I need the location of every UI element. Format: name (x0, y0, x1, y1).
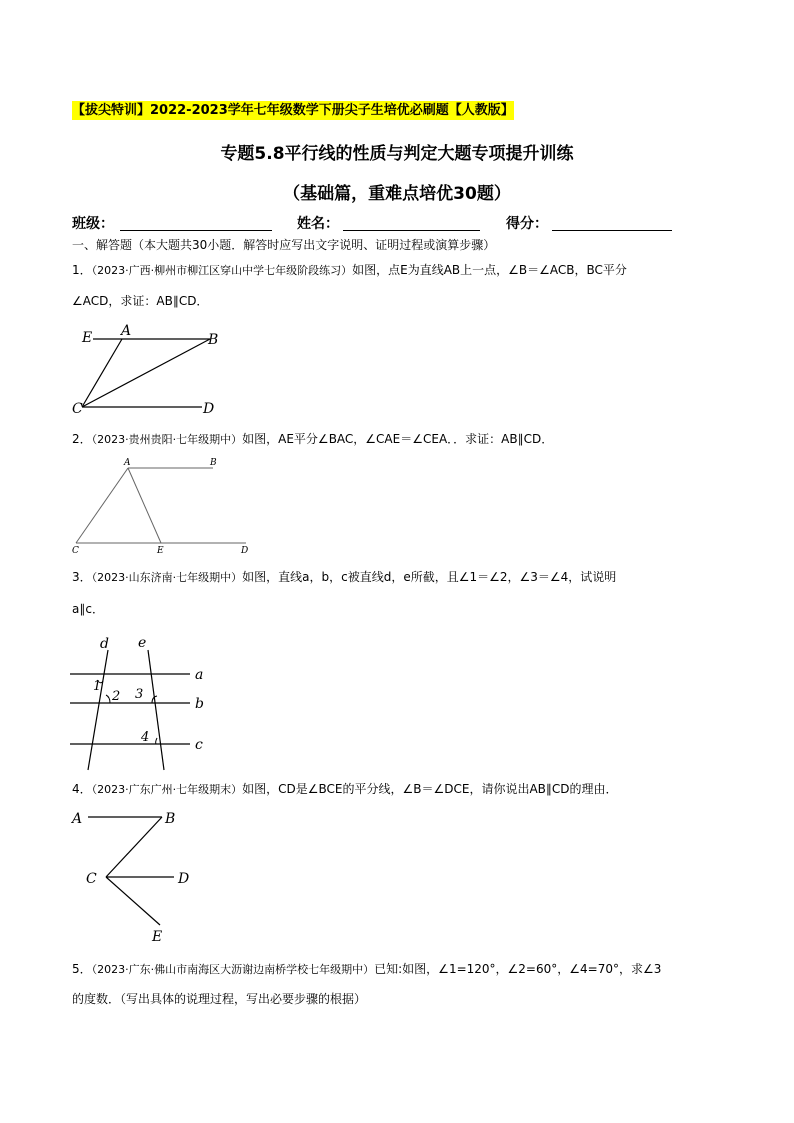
label-d: D (241, 546, 249, 556)
name-blank (343, 230, 480, 231)
page-title: 专题5.8平行线的性质与判定大题专项提升训练 (220, 144, 574, 164)
name-label: 姓名： (297, 216, 339, 232)
label-e: E (157, 546, 164, 556)
line-ac (76, 468, 128, 543)
label-e: E (82, 330, 93, 346)
label-d: D (178, 871, 190, 887)
question-text: 如图，直线a，b，c被直线d，e所截，且∠1＝∠2，∠3＝∠4，试说明 (242, 570, 617, 584)
label-c: c (195, 737, 203, 753)
label-e: e (138, 635, 147, 651)
question-number: 2． (72, 432, 92, 446)
label-b: B (210, 458, 217, 468)
question-5-line1 (72, 958, 661, 981)
line-ce (106, 877, 160, 925)
line-e (148, 650, 164, 770)
line-ae (128, 468, 161, 543)
question-number: 1． (72, 263, 92, 277)
label-b: B (165, 811, 176, 827)
arc-2 (106, 695, 110, 703)
question-2-line1 (72, 428, 553, 451)
label-c: C (72, 401, 83, 417)
line-d (88, 650, 108, 770)
question-text: 已知:如图，∠1=120°，∠2=60°，∠4=70°，求∠3 (374, 962, 662, 976)
question-source: （2023·广西·柳州市柳江区穿山中学七年级阶段练习） (91, 264, 353, 277)
score-blank (552, 230, 672, 231)
label-e: E (152, 929, 163, 945)
label-d: d (100, 636, 109, 652)
figure-1 (70, 320, 230, 420)
angle-1: 1 (93, 679, 102, 694)
question-source: （2023·山东济南·七年级期中） (91, 571, 243, 584)
label-d: D (203, 401, 215, 417)
question-1-line2: ∠ACD，求证：AB∥CD． (72, 294, 209, 308)
question-text: 如图，AE平分∠BAC，∠CAE＝∠CEA．．求证：AB∥CD． (242, 432, 554, 446)
page-subtitle: （基础篇，重难点培优30题） (283, 184, 511, 204)
score-label: 得分： (506, 216, 548, 232)
question-text: 如图，CD是∠BCE的平分线，∠B＝∠DCE，请你说出AB∥CD的理由． (242, 782, 618, 796)
label-a: A (121, 323, 132, 339)
section-heading: 一、解答题（本大题共30小题．解答时应写出文字说明、证明过程或演算步骤） (72, 238, 496, 252)
question-number: 5． (72, 962, 92, 976)
series-banner: 【拔尖特训】2022-2023学年七年级数学下册尖子生培优必刷题【人教版】 (72, 103, 514, 118)
label-c: C (86, 871, 97, 887)
class-blank (120, 230, 272, 231)
question-source: （2023·贵州贵阳·七年级期中） (91, 433, 243, 446)
question-1-line1 (72, 259, 627, 282)
label-a: A (72, 811, 83, 827)
line-bc (82, 339, 210, 407)
label-a: A (124, 458, 131, 468)
question-3-line2: a∥c． (72, 602, 104, 616)
arc-4 (156, 738, 157, 744)
angle-4: 4 (141, 730, 150, 745)
question-3-line1 (72, 566, 616, 589)
figure-2 (68, 455, 253, 557)
label-b: b (195, 696, 204, 712)
question-text: 如图，点E为直线AB上一点，∠B＝∠ACB，BC平分 (352, 263, 627, 277)
label-a: a (195, 667, 204, 683)
question-5-line2: 的度数．（写出具体的说理过程，写出必要步骤的根据） (72, 992, 367, 1006)
angle-3: 3 (135, 687, 144, 702)
question-4-line1 (72, 778, 618, 801)
question-number: 4． (72, 782, 92, 796)
question-source: （2023·广东·佛山市南海区大沥谢边南桥学校七年级期中） (91, 963, 375, 976)
line-bc (106, 817, 162, 877)
angle-2: 2 (112, 689, 121, 704)
question-number: 3． (72, 570, 92, 584)
question-source: （2023·广东广州·七年级期末） (91, 783, 243, 796)
label-c: C (72, 546, 79, 556)
label-b: B (208, 332, 219, 348)
figure-4 (68, 805, 203, 945)
class-label: 班级： (72, 216, 114, 232)
figure-3 (68, 630, 218, 775)
